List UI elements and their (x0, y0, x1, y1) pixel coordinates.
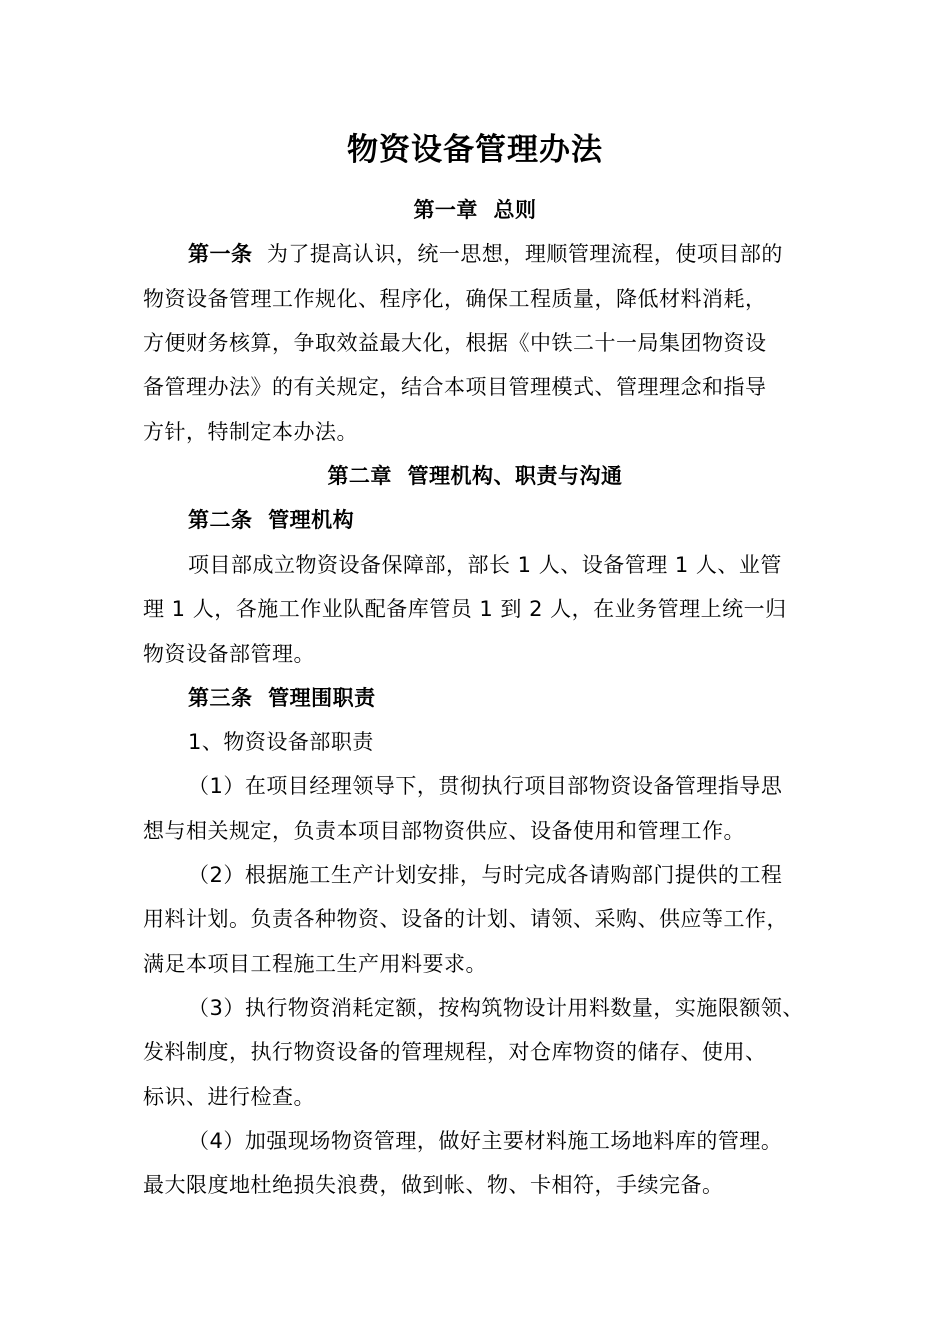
article-2-line: 理 1 人，各施工作业队配备库管员 1 到 2 人，在业务管理上统一归 (143, 597, 787, 621)
chapter-1-heading: 第一章 总则 (413, 198, 537, 222)
item-4-line: （4）加强现场物资管理，做好主要材料施工场地料库的管理。 (188, 1129, 783, 1153)
item-3-line: （3）执行物资消耗定额，按构筑物设计用料数量，实施限额领、 (188, 996, 804, 1020)
article-1-line: 备管理办法》的有关规定，结合本项目管理模式、管理理念和指导 (143, 375, 767, 399)
item-2-line: 满足本项目工程施工生产用料要求。 (143, 952, 487, 976)
item-1-line: 想与相关规定，负责本项目部物资供应、设备使用和管理工作。 (143, 819, 745, 843)
article-1-text: 为了提高认识，统一思想，理顺管理流程，使项目部的 (252, 242, 783, 266)
item-1-line: （1）在项目经理领导下，贯彻执行项目部物资设备管理指导思 (188, 774, 783, 798)
document-title: 物资设备管理办法 (347, 132, 603, 168)
article-1-label: 第一条 (188, 242, 253, 266)
article-2-line: 项目部成立物资设备保障部，部长 1 人、设备管理 1 人、业管 (188, 553, 782, 577)
article-1-line: 方便财务核算，争取效益最大化，根据《中铁二十一局集团物资设 (143, 331, 767, 355)
article-1-first-line (0, 240, 950, 268)
item-2-line: 用料计划。负责各种物资、设备的计划、请领、采购、供应等工作， (143, 907, 788, 931)
article-1-line: 方针，特制定本办法。 (143, 420, 358, 444)
chapter-2-heading: 第二章 管理机构、职责与沟通 (327, 464, 623, 488)
item-3-line: 标识、进行检查。 (143, 1085, 315, 1109)
item-2-line: （2）根据施工生产计划安排，与时完成各请购部门提供的工程 (188, 863, 783, 887)
article-2-heading: 第二条 管理机构 (188, 508, 355, 532)
item-4-line: 最大限度地杜绝损失浪费，做到帐、物、卡相符，手续完备。 (143, 1173, 724, 1197)
article-2-line: 物资设备部管理。 (143, 642, 315, 666)
section-1-heading: 1、物资设备部职责 (188, 730, 374, 754)
item-3-line: 发料制度，执行物资设备的管理规程，对仓库物资的储存、使用、 (143, 1040, 767, 1064)
article-1-line: 物资设备管理工作规化、程序化，确保工程质量，降低材料消耗， (143, 287, 767, 311)
article-3-heading: 第三条 管理围职责 (188, 686, 376, 710)
